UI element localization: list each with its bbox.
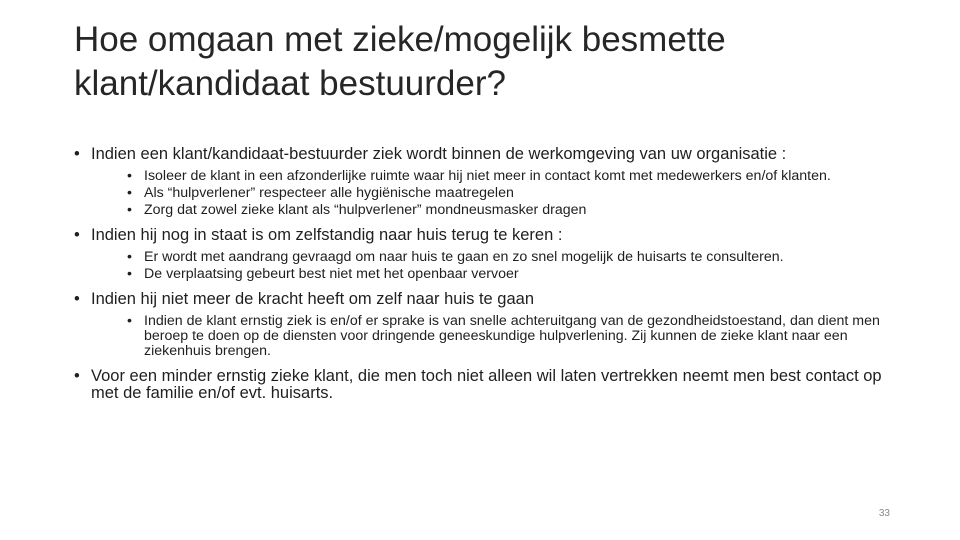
bullet-item — [74, 146, 894, 218]
slide-title-line-2: klant/kandidaat bestuurder? — [74, 64, 506, 103]
sub-bullet-item — [91, 203, 894, 218]
sub-bullet-text: De verplaatsing gebeurt best niet met het openbaar vervoer — [144, 266, 519, 282]
bullet-icon: • — [74, 290, 80, 308]
sub-bullet-text: Als “hulpverlener” respecteer alle hygiënische maatregelen — [144, 185, 514, 201]
sub-bullet-item — [91, 250, 894, 265]
bullet-text: Indien een klant/kandidaat-bestuurder ziek wordt binnen de werkomgeving van uw organisatie : — [91, 145, 787, 163]
bullet-item — [74, 291, 894, 359]
sub-bullet-list — [91, 250, 894, 282]
bullet-icon: • — [127, 202, 132, 218]
bullet-list — [74, 146, 894, 402]
bullet-icon: • — [127, 249, 132, 265]
bullet-icon: • — [74, 367, 80, 385]
slide-title — [74, 18, 894, 106]
sub-bullet-item — [91, 186, 894, 201]
bullet-item — [74, 227, 894, 282]
sub-bullet-item — [91, 169, 894, 184]
sub-bullet-item — [91, 267, 894, 282]
sub-bullet-list — [91, 169, 894, 218]
sub-bullet-text: Isoleer de klant in een afzonderlijke ruimte waar hij niet meer in contact komt met medewerkers en/of klanten. — [144, 168, 831, 184]
bullet-item — [74, 368, 894, 402]
bullet-icon: • — [127, 313, 132, 329]
page-number: 33 — [878, 508, 890, 519]
sub-bullet-item — [91, 314, 894, 359]
sub-bullet-list — [91, 314, 894, 359]
bullet-text: Indien hij nog in staat is om zelfstandig naar huis terug te keren : — [91, 226, 563, 244]
bullet-icon: • — [127, 185, 132, 201]
sub-bullet-text: Indien de klant ernstig ziek is en/of er sprake is van snelle achteruitgang van de gezondheidstoestand, dan dient men beroep te doen op de diensten voor dringende geneeskundige hulpverlening. Zij kunnen de zieke klant naar een ziekenhuis brengen. — [144, 313, 880, 359]
bullet-icon: • — [74, 226, 80, 244]
bullet-text: Voor een minder ernstig zieke klant, die men toch niet alleen wil laten vertrekken neemt men best contact op met de familie en/of evt. huisarts. — [91, 367, 882, 402]
bullet-text: Indien hij niet meer de kracht heeft om zelf naar huis te gaan — [91, 290, 535, 308]
slide-title-line-1: Hoe omgaan met zieke/mogelijk besmette — [74, 20, 726, 59]
sub-bullet-text: Zorg dat zowel zieke klant als “hulpverlener” mondneusmasker dragen — [144, 202, 587, 218]
sub-bullet-text: Er wordt met aandrang gevraagd om naar huis te gaan en zo snel mogelijk de huisarts te consulteren. — [144, 249, 784, 265]
bullet-icon: • — [127, 266, 132, 282]
bullet-icon: • — [127, 168, 132, 184]
bullet-icon: • — [74, 145, 80, 163]
